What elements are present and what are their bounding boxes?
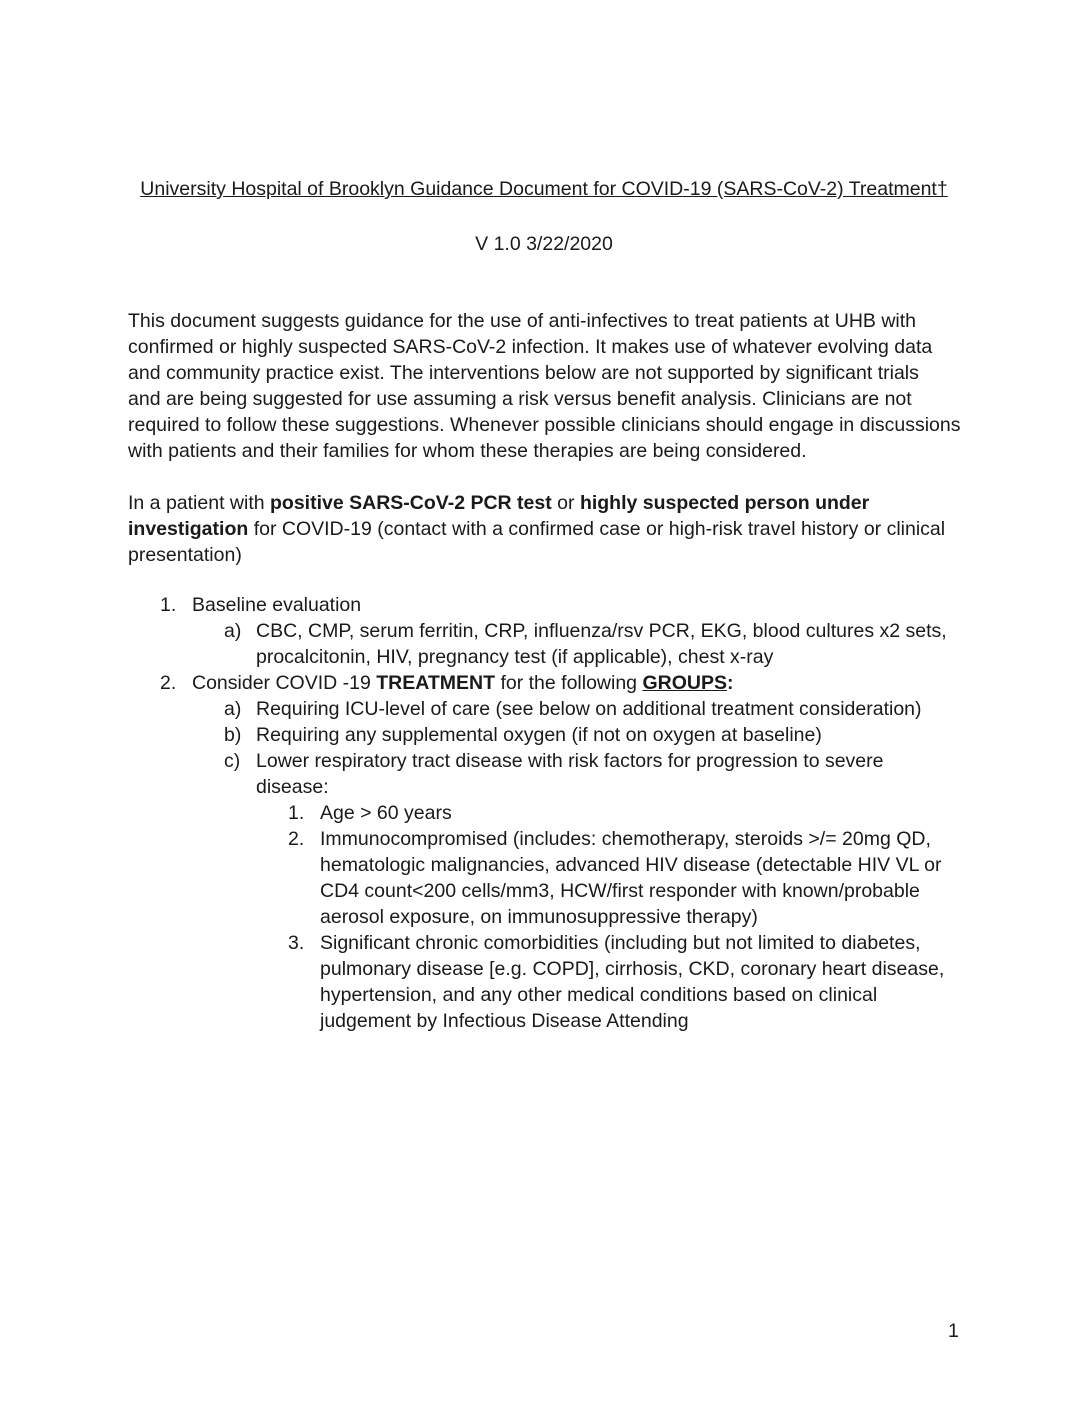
document-version: V 1.0 3/22/2020 <box>475 233 613 255</box>
group-lower-respiratory: disease: <box>256 776 329 798</box>
risk-comorbidities: judgement by Infectious Disease Attending <box>320 1010 689 1032</box>
criteria-text: for COVID-19 (contact with a confirmed case or high-risk travel history or clinical <box>248 518 946 540</box>
sub-item-marker: a) <box>224 698 242 720</box>
sub-item-marker: c) <box>224 750 241 772</box>
sub-item-marker: a) <box>224 620 242 642</box>
page-number: 1 <box>948 1320 959 1342</box>
pui-emphasis: highly suspected person under <box>579 492 870 514</box>
groups-emphasis: GROUPS <box>642 672 727 694</box>
list-item-treatment <box>192 672 733 695</box>
sub-item-marker: b) <box>224 724 242 746</box>
risk-immunocompromised: CD4 count<200 cells/mm3, HCW/first responder with known/probable <box>320 880 920 902</box>
criteria-text: In a patient with <box>128 492 271 514</box>
intro-line: with patients and their families for whom these therapies are being considered. <box>128 440 807 462</box>
risk-number: 3. <box>288 932 305 954</box>
group-lower-respiratory: Lower respiratory tract disease with risk factors for progression to severe <box>256 750 884 772</box>
intro-paragraph <box>128 308 968 464</box>
criteria-line-1 <box>128 490 968 516</box>
intro-line: and are being suggested for use assuming a risk versus benefit analysis. Clinicians are not <box>128 388 912 410</box>
treatment-text: Consider COVID -19 <box>192 672 377 694</box>
criteria-paragraph <box>128 490 968 568</box>
treatment-text: for the following <box>495 672 643 694</box>
risk-age: Age > 60 years <box>320 802 452 824</box>
investigation-emphasis: investigation <box>128 518 249 540</box>
list-item-number: 2. <box>160 672 177 694</box>
document-title: University Hospital of Brooklyn Guidance Document for COVID-19 (SARS-CoV-2) Treatment† <box>140 178 948 200</box>
group-icu: Requiring ICU-level of care (see below on additional treatment consideration) <box>256 698 922 720</box>
risk-immunocompromised: hematologic malignancies, advanced HIV disease (detectable HIV VL or <box>320 854 942 876</box>
risk-number: 2. <box>288 828 305 850</box>
criteria-line-3: presentation) <box>128 544 242 566</box>
pcr-test-emphasis: positive SARS-CoV-2 PCR test <box>270 492 552 514</box>
risk-comorbidities: Significant chronic comorbidities (including but not limited to diabetes, <box>320 932 921 954</box>
group-oxygen: Requiring any supplemental oxygen (if not on oxygen at baseline) <box>256 724 822 746</box>
intro-line: required to follow these suggestions. Whenever possible clinicians should engage in discussions <box>128 414 961 436</box>
risk-comorbidities: hypertension, and any other medical conditions based on clinical <box>320 984 878 1006</box>
criteria-line-2 <box>128 516 968 542</box>
baseline-tests-line: procalcitonin, HIV, pregnancy test (if applicable), chest x-ray <box>256 646 774 668</box>
list-item-baseline: Baseline evaluation <box>192 594 362 616</box>
intro-line: confirmed or highly suspected SARS-CoV-2 infection. It makes use of whatever evolving data <box>128 336 933 358</box>
risk-comorbidities: pulmonary disease [e.g. COPD], cirrhosis, CKD, coronary heart disease, <box>320 958 945 980</box>
groups-colon: : <box>726 672 734 694</box>
risk-immunocompromised: Immunocompromised (includes: chemotherapy, steroids >/= 20mg QD, <box>320 828 931 850</box>
criteria-text: or <box>551 492 580 514</box>
intro-line: and community practice exist. The interventions below are not supported by significant trials <box>128 362 919 384</box>
baseline-tests-line: CBC, CMP, serum ferritin, CRP, influenza/rsv PCR, EKG, blood cultures x2 sets, <box>256 620 947 642</box>
intro-line: This document suggests guidance for the use of anti-infectives to treat patients at UHB with <box>128 310 916 332</box>
risk-immunocompromised: aerosol exposure, on immunosuppressive therapy) <box>320 906 758 928</box>
list-item-number: 1. <box>160 594 177 616</box>
risk-number: 1. <box>288 802 305 824</box>
treatment-emphasis: TREATMENT <box>376 672 496 694</box>
